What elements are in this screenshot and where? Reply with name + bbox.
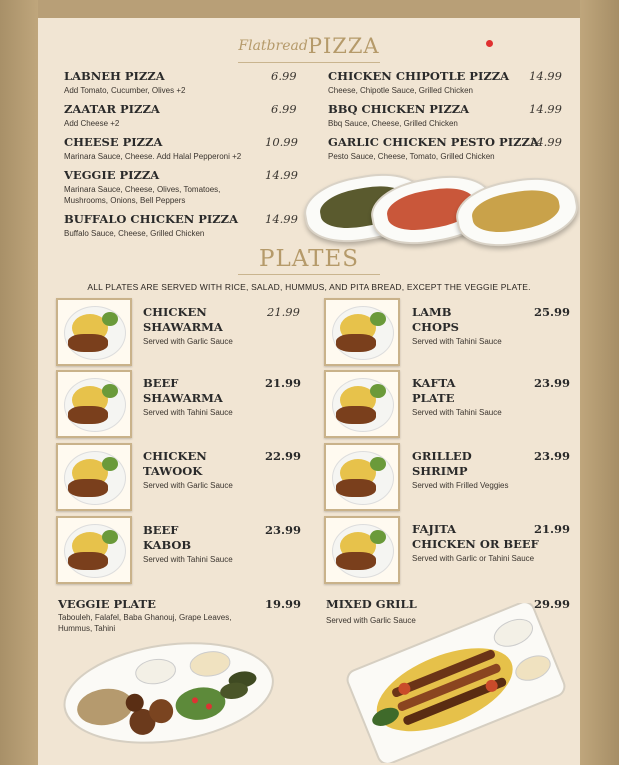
pizza-price: 10.99: [265, 135, 298, 149]
plate-name: SHAWARMA: [143, 391, 223, 405]
plate-price: 23.99: [534, 449, 571, 463]
plates-title-rule: [238, 274, 380, 275]
plate-price: 22.99: [265, 449, 302, 463]
plate-name: CHICKEN OR BEEF: [412, 537, 539, 551]
plate-name: BEEF: [143, 376, 179, 390]
plate-price: 23.99: [534, 376, 571, 390]
plate-name: KABOB: [143, 538, 192, 552]
menu-page: [38, 18, 580, 765]
pizza-section-title: [38, 34, 580, 58]
pizza-name: BUFFALO CHICKEN PIZZA: [64, 212, 238, 226]
plate-photo: [56, 516, 132, 584]
veggie-plate-price: 19.99: [265, 597, 302, 611]
plate-photo: [324, 298, 400, 366]
plate-name: FAJITA: [412, 522, 457, 536]
pizza-price: 14.99: [529, 69, 562, 83]
pizza-desc: Pesto Sauce, Cheese, Tomato, Grilled Chicken: [328, 152, 495, 161]
pizza-desc-cont: Mushrooms, Onions, Bell Peppers: [64, 196, 186, 205]
pizza-name: ZAATAR PIZZA: [64, 102, 160, 116]
pizza-desc: Marinara Sauce, Cheese. Add Halal Pepperoni +2: [64, 152, 242, 161]
pizza-desc: Cheese, Chipotle Sauce, Grilled Chicken: [328, 86, 473, 95]
plate-name: BEEF: [143, 523, 179, 537]
pizza-desc: Bbq Sauce, Cheese, Grilled Chicken: [328, 119, 458, 128]
plate-price: 23.99: [265, 523, 302, 537]
plate-desc: Served with Tahini Sauce: [412, 408, 502, 417]
plate-photo: [56, 298, 132, 366]
plate-desc: Served with Frilled Veggies: [412, 481, 509, 490]
veggie-plate-photo: [58, 618, 278, 748]
pizza-desc: Add Tomato, Cucumber, Olives +2: [64, 86, 186, 95]
menu-frame-right: [580, 0, 619, 765]
plate-name: GRILLED: [412, 449, 472, 463]
plate-photo: [324, 370, 400, 438]
plate-desc: Served with Garlic Sauce: [143, 481, 233, 490]
pizza-desc: Marinara Sauce, Cheese, Olives, Tomatoes,: [64, 185, 221, 194]
plate-name: KAFTA: [412, 376, 456, 390]
plate-photo: [56, 370, 132, 438]
pizza-desc: Buffalo Sauce, Cheese, Grilled Chicken: [64, 229, 205, 238]
plate-name: SHRIMP: [412, 464, 468, 478]
plate-desc: Served with Tahini Sauce: [412, 337, 502, 346]
pizza-name: CHICKEN CHIPOTLE PIZZA: [328, 69, 510, 83]
plate-desc: Served with Garlic or Tahini Sauce: [412, 554, 535, 563]
pizza-name: BBQ CHICKEN PIZZA: [328, 102, 470, 116]
plate-name: SHAWARMA: [143, 320, 223, 334]
pizza-price: 14.99: [529, 102, 562, 116]
plate-price: 21.99: [267, 305, 300, 319]
plate-name: CHOPS: [412, 320, 459, 334]
plate-photo: [324, 443, 400, 511]
plate-desc: Served with Garlic Sauce: [143, 337, 233, 346]
pizza-title-main: PIZZA: [307, 34, 380, 58]
pizza-name: VEGGIE PIZZA: [64, 168, 160, 182]
menu-frame-left: [0, 0, 38, 765]
plate-name: LAMB: [412, 305, 452, 319]
pizza-name: GARLIC CHICKEN PESTO PIZZA: [328, 135, 539, 149]
plate-price: 21.99: [265, 376, 302, 390]
pizza-desc: Add Cheese +2: [64, 119, 120, 128]
mixed-grill-price: 29.99: [534, 597, 571, 611]
veggie-plate-name: VEGGIE PLATE: [58, 597, 156, 611]
pizza-name: CHEESE PIZZA: [64, 135, 163, 149]
plate-name: CHICKEN: [143, 449, 207, 463]
plate-photo: [324, 516, 400, 584]
pizza-price: 6.99: [271, 69, 297, 83]
pizza-price: 14.99: [529, 135, 562, 149]
pizza-price: 14.99: [265, 168, 298, 182]
plates-note: ALL PLATES ARE SERVED WITH RICE, SALAD, HUMMUS, AND PITA BREAD, EXCEPT THE VEGGIE PLATE.: [87, 282, 531, 292]
mixed-grill-name: MIXED GRILL: [326, 597, 417, 611]
pizza-title-script: Flatbread: [238, 38, 308, 54]
plate-price: 25.99: [534, 305, 571, 319]
plate-desc: Served with Tahini Sauce: [143, 555, 233, 564]
plate-name: CHICKEN: [143, 305, 207, 319]
plate-photo: [56, 443, 132, 511]
pizza-price: 14.99: [265, 212, 298, 226]
plate-name: PLATE: [412, 391, 455, 405]
veggie-plate-desc: Tabouleh, Falafel, Baba Ghanouj, Grape Leaves,: [58, 613, 232, 622]
plate-desc: Served with Tahini Sauce: [143, 408, 233, 417]
pizza-title-rule: [238, 62, 380, 63]
plates-section-title: PLATES: [259, 246, 359, 272]
pizza-name: LABNEH PIZZA: [64, 69, 165, 83]
mixed-grill-photo: [338, 603, 573, 763]
menu-frame-top: [0, 0, 619, 18]
plate-price: 21.99: [534, 522, 571, 536]
plate-name: TAWOOK: [143, 464, 203, 478]
mixed-grill-desc: Served with Garlic Sauce: [326, 616, 416, 625]
pizza-price: 6.99: [271, 102, 297, 116]
veggie-plate-desc-cont: Hummus, Tahini: [58, 624, 116, 633]
